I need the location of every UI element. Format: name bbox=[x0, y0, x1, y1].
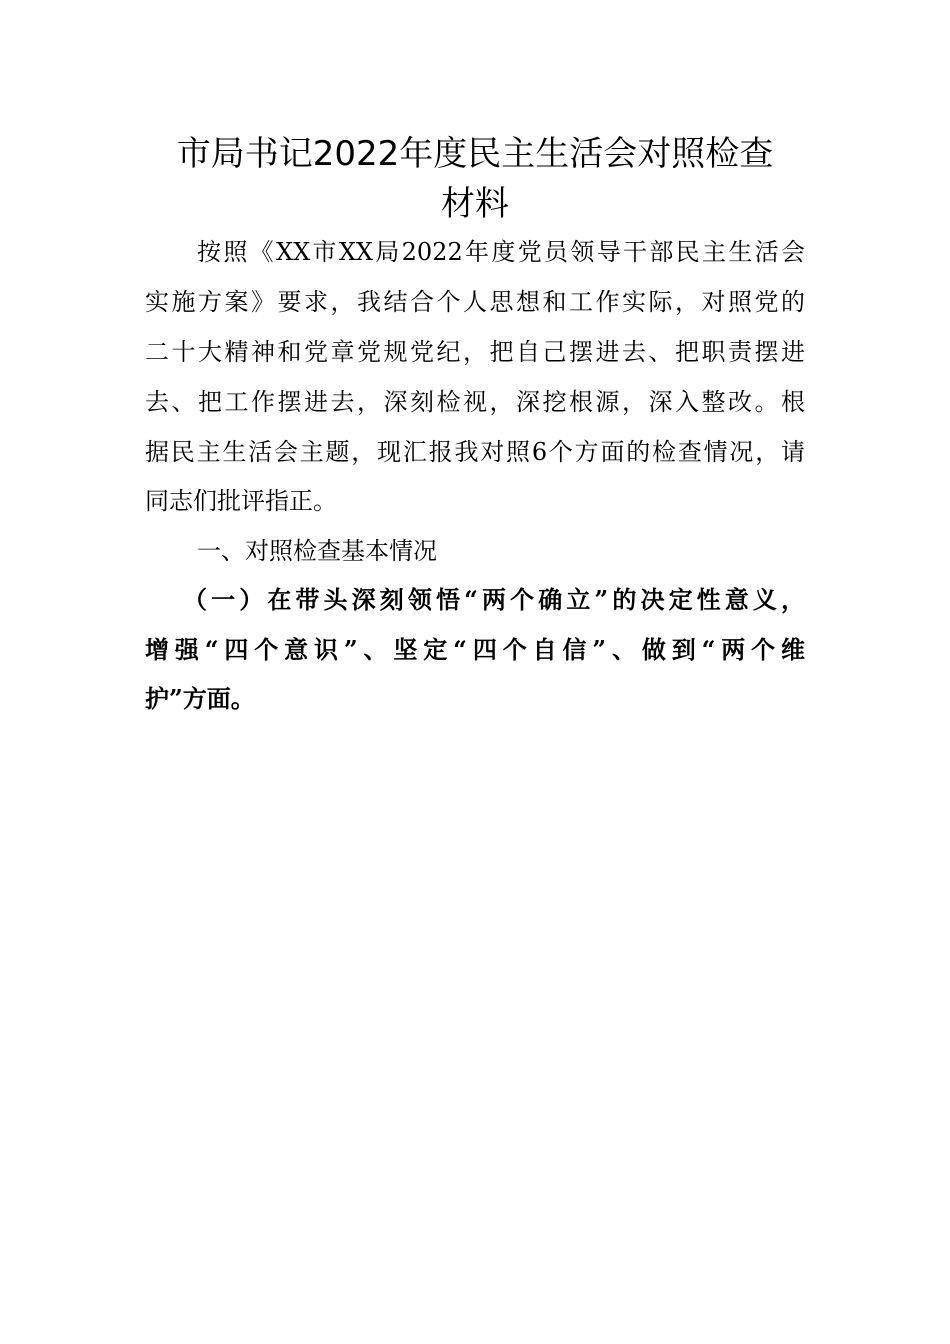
section-heading: 一、对照检查基本情况 bbox=[197, 537, 437, 565]
intro-paragraph-line: 实施方案》要求，我结合个人思想和工作实际，对照党的 bbox=[145, 288, 805, 316]
subsection-heading-line: （一）在带头深刻领悟“两个确立”的决定性意义， bbox=[183, 585, 805, 614]
subsection-heading-line: 增强“四个意识”、坚定“四个自信”、做到“两个维 bbox=[145, 635, 805, 664]
subsection-heading-line: 护”方面。 bbox=[145, 684, 255, 713]
intro-paragraph-line: 同志们批评指正。 bbox=[145, 487, 337, 515]
intro-paragraph-line: 二十大精神和党章党规党纪，把自己摆进去、把职责摆进 bbox=[145, 338, 805, 366]
intro-paragraph-line: 按照《XX市XX局2022年度党员领导干部民主生活会 bbox=[197, 238, 805, 266]
document-title-line-2: 材料 bbox=[441, 184, 509, 224]
intro-paragraph-line: 据民主生活会主题，现汇报我对照6个方面的检查情况，请 bbox=[145, 438, 805, 466]
intro-paragraph-line: 去、把工作摆进去，深刻检视，深挖根源，深入整改。根 bbox=[145, 388, 805, 416]
document-title-line-1: 市局书记2022年度民主生活会对照检查 bbox=[176, 134, 774, 174]
